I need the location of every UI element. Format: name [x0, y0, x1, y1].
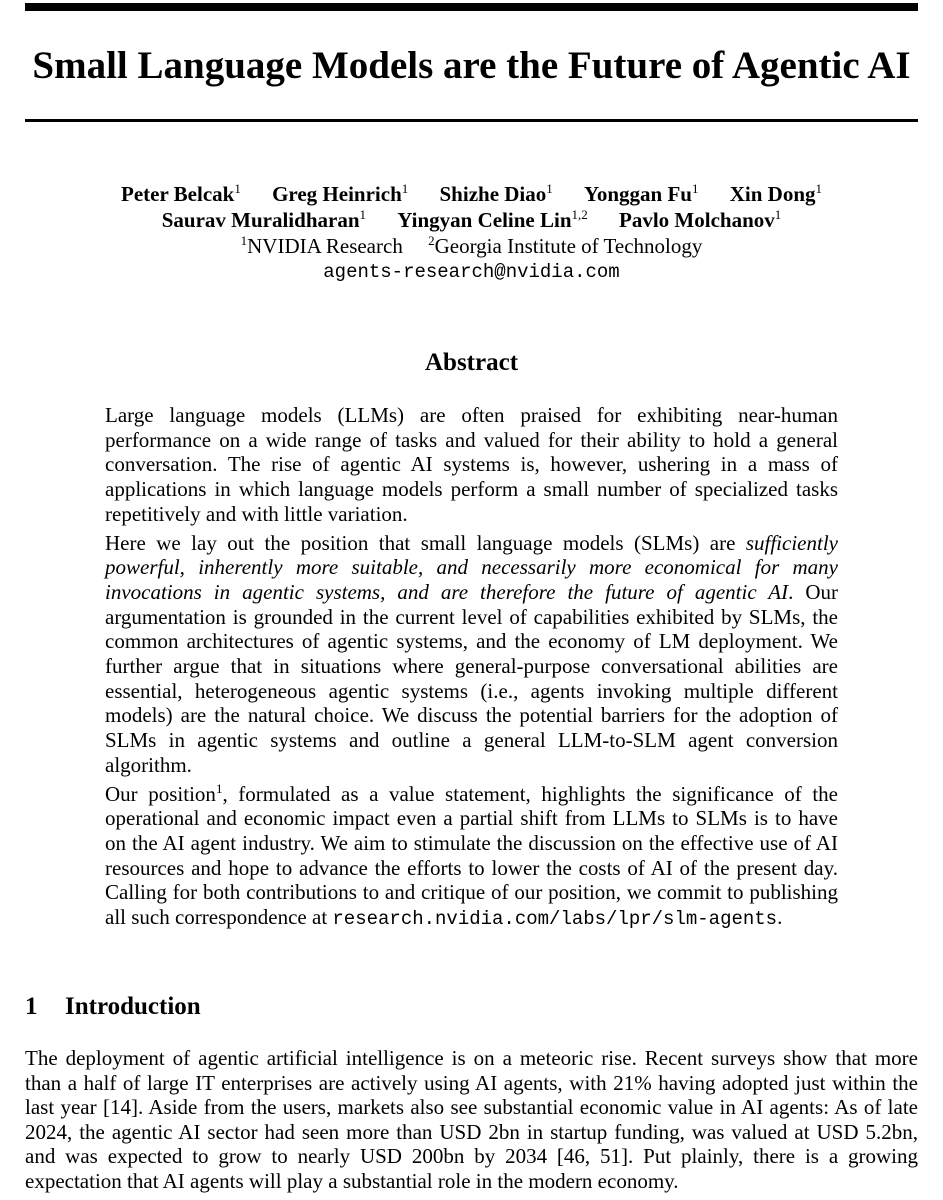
author-block — [0, 181, 943, 285]
project-url-link[interactable]: research.nvidia.com/labs/lpr/slm-agents — [332, 908, 778, 931]
author-name: Greg Heinrich$^1$ — [272, 181, 409, 206]
author-line-2 — [0, 207, 943, 233]
author-name: Shizhe Diao$^1$ — [439, 181, 553, 206]
author-name: Pavlo Molchanov$^1$ — [619, 207, 782, 232]
top-rule — [25, 3, 918, 11]
position-statement: sufficiently powerful, inherently more suitable, and necessarily more economical for many invocations in agentic systems, and are therefore the future of agentic AI — [105, 530, 838, 604]
abstract-paragraph-2: Here we lay out the position that small language models (SLMs) are sufficiently powerful, inherently more suitable, and necessarily more economical for many invocations in agentic systems, and are therefore the future of agentic AI. Our argumentation is grounded in the current level of capabilities exhibited by SLMs, the common architectures of agentic systems, and the economy of LM deployment. We further argue that in situations where general-purpose conversational abilities are essential, heterogeneous agentic systems (i.e., agents invoking multiple different models) are the natural choice. We discuss the potential barriers for the adoption of SLMs in agentic systems and outline a general LLM-to-SLM agent conversion algorithm. — [105, 530, 838, 777]
abstract-heading: Abstract — [424, 349, 519, 376]
paper-title: Small Language Models are the Future of Agentic AI — [32, 44, 911, 87]
title-rule — [25, 119, 918, 122]
author-name: Peter Belcak$^1$ — [121, 181, 241, 206]
author-name: Saurav Muralidharan$^1$ — [161, 207, 366, 232]
author-line-1 — [0, 181, 943, 207]
section-number: 1 — [25, 993, 38, 1020]
abstract-body — [105, 403, 838, 936]
author-name: Xin Dong$^1$ — [729, 181, 822, 206]
affiliations — [0, 233, 943, 259]
affiliation: $^2$Georgia Institute of Technology — [428, 233, 703, 258]
section-title: Introduction — [65, 993, 201, 1020]
section-heading-introduction — [25, 990, 201, 1024]
contact-email[interactable]: agents-research@nvidia.com — [323, 261, 620, 283]
abstract-paragraph-1: Large language models (LLMs) are often praised for exhibiting near-human performance on a wide range of tasks and valued for their ability to hold a general conversation. The rise of agentic AI systems is, however, ushering in a mass of applications in which language models perform a small number of specialized tasks repetitively and with little variation. — [105, 403, 838, 526]
introduction-paragraph-1: The deployment of agentic artificial intelligence is on a meteoric rise. Recent surveys show that more than a half of large IT enterprises are actively using AI agents, with 21% having adopted just within the last year [14]. Aside from the users, markets also see substantial economic value in AI agents: As of late 2024, the agentic AI sector had seen more than USD 2bn in startup funding, was valued at USD 5.2bn, and was expected to grow to nearly USD 200bn by 2034 [46, 51]. Put plainly, there is a growing expectation that AI agents will play a substantial role in the modern economy. — [25, 1046, 918, 1193]
abstract-paragraph-3: Our position$^1$, formulated as a value statement, highlights the significance of the operational and economic impact even a partial shift from LLMs to SLMs is to have on the AI agent industry. We aim to stimulate the discussion on the effective use of AI resources and hope to advance the efforts to lower the costs of AI of the present day. Calling for both contributions to and critique of our position, we commit to publishing all such correspondence at research.nvidia.com/labs/lpr/slm-agents. — [105, 780, 838, 931]
footnote-marker[interactable]: 1 — [215, 780, 223, 796]
author-name: Yingyan Celine Lin$^{1,2}$ — [397, 207, 588, 232]
author-name: Yonggan Fu$^1$ — [584, 181, 699, 206]
affiliation: $^1$NVIDIA Research — [240, 233, 403, 258]
